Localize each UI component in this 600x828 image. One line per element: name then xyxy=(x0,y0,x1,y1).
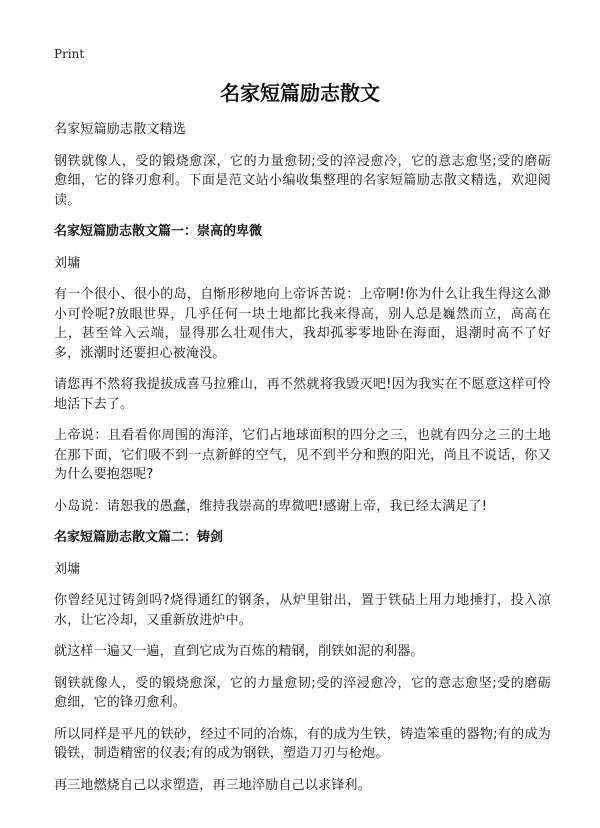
section-2-paragraph: 就这样一遍又一遍，直到它成为百炼的精钢，削铁如泥的利器。 xyxy=(54,644,424,659)
article-subtitle: 名家短篇励志散文精选 xyxy=(54,122,187,137)
print-link[interactable]: Print xyxy=(54,47,85,61)
section-2-paragraph: 再三地燃烧自己以求塑造，再三地淬励自己以求锋利。 xyxy=(54,777,371,793)
section-1-paragraph: 小岛说：请恕我的愚蠢，维持我崇高的卑微吧!感谢上帝，我已经太满足了! xyxy=(54,498,488,514)
intro-paragraph: 钢铁就像人，受的锻烧愈深，它的力量愈韧;受的淬浸愈冷，它的意志愈坚;受的磨砺愈细，它的锋刃愈利。下面是范文站小编收集整理的名家短篇励志散文精选，欢迎阅读。 xyxy=(54,153,551,208)
section-1-paragraph: 请您再不然将我提拔成喜马拉雅山，再不然就将我毁灭吧!因为我实在不愿意这样可怜地活下去了。 xyxy=(54,377,551,412)
section-2-paragraph: 所以同样是平凡的铁砂，经过不同的冶炼，有的成为生铁，铸造笨重的器物;有的成为锻铁，制造精密的仪表;有的成为钢铁，塑造刀刃与枪炮。 xyxy=(54,726,551,761)
section-2-paragraph: 你曾经见过铸剑吗?烧得通红的钢条，从炉里钳出，置于铁砧上用力地捶打，投入凉水，让它冷却，又重新放进炉中。 xyxy=(54,593,551,628)
section-2-paragraph: 钢铁就像人，受的锻烧愈深，它的力量愈韧;受的淬浸愈冷，它的意志愈坚;受的磨砺愈细，它的锋刃愈利。 xyxy=(54,675,551,710)
section-heading-1: 名家短篇励志散文篇一：崇高的卑微 xyxy=(54,224,263,239)
article-body xyxy=(54,120,551,807)
section-author-1: 刘墉 xyxy=(54,255,81,271)
section-author-2: 刘墉 xyxy=(54,561,81,577)
section-heading-2: 名家短篇励志散文篇二：铸剑 xyxy=(54,530,224,545)
section-1-paragraph: 有一个很小、很小的岛，自惭形秽地向上帝诉苦说：上帝啊!你为什么让我生得这么渺小可怜呢?放眼世界，几乎任何一块土地都比我来得高，别人总是巍然而立，高高在上，甚至耸入云端，显得那么壮观伟大，我却孤零零地卧在海面，退潮时高不了好多，涨潮时还要担心被淹没。 xyxy=(54,287,551,361)
section-1-paragraph: 上帝说：且看看你周围的海洋，它们占地球面积的四分之三，也就有四分之三的土地在那下面，它们吸不到一点新鲜的空气，见不到半分和煦的阳光，尚且不说话，你又为什么要抱怨呢? xyxy=(54,428,551,482)
page-title: 名家短篇励志散文 xyxy=(220,81,380,105)
